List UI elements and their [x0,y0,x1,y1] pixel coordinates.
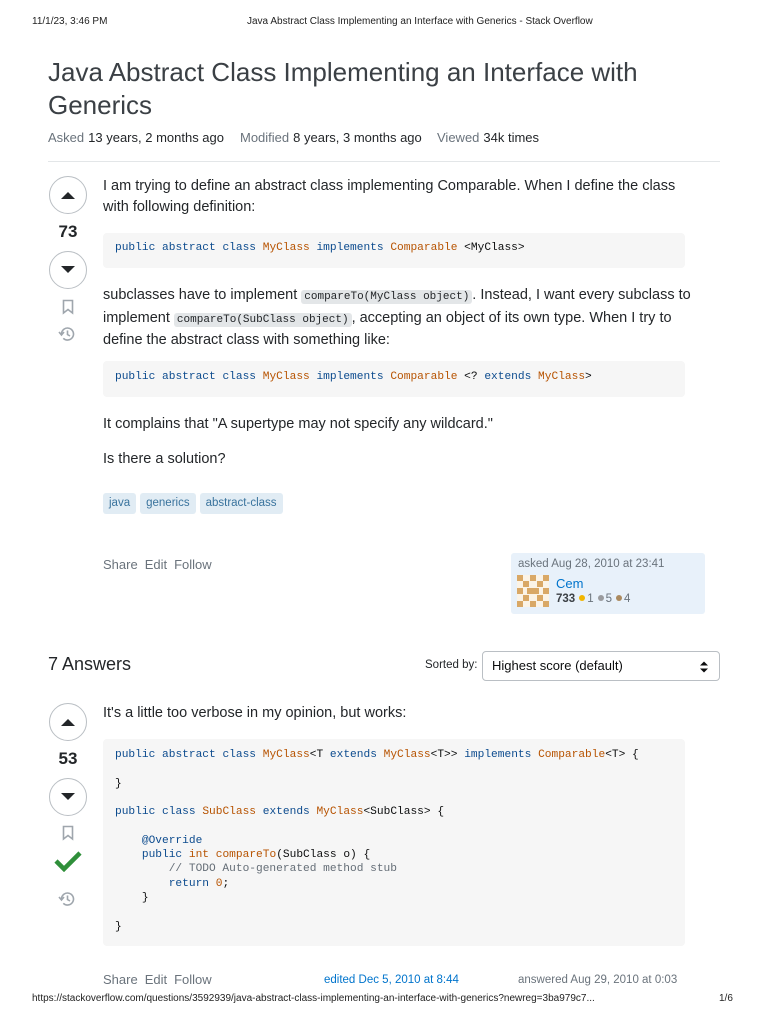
history-icon[interactable] [57,889,77,909]
answered-timestamp: answered Aug 29, 2010 at 0:03 [518,974,678,986]
edit-link[interactable]: Edit [144,972,168,987]
edited-timestamp-link[interactable]: edited Dec 5, 2010 at 8:44 [324,974,459,986]
question-paragraph-4: Is there a solution? [103,451,226,467]
tag-java[interactable]: java [103,493,136,514]
edit-link[interactable]: Edit [144,557,168,572]
question-modified-meta: Modified 8 years, 3 months ago [240,130,422,145]
question-downvote-button[interactable] [49,251,87,289]
inline-code: compareTo(MyClass object) [301,290,472,304]
answer-paragraph: It's a little too verbose in my opinion, but works: [103,705,407,721]
avatar[interactable] [517,575,549,607]
history-icon[interactable] [57,324,77,344]
sort-select[interactable]: Highest score (default) [482,651,720,681]
question-code-block-1: public abstract class MyClass implements Comparable <MyClass> [103,233,685,268]
question-code-block-2: public abstract class MyClass implements Comparable <? extends MyClass> [103,361,685,397]
accepted-checkmark-icon [54,849,82,873]
sorted-by-label: Sorted by: [425,659,478,671]
question-upvote-button[interactable] [49,176,87,214]
select-caret-icon [699,660,709,674]
answer-score: 53 [58,749,78,768]
question-asked-meta: Asked 13 years, 2 months ago [48,130,224,145]
print-page-number: 1/6 [719,993,733,1004]
answer-code-block: public abstract class MyClass<T extends MyClass<T>> implements Comparable<T> { } public class SubClass extends MyClass<SubClass> { @Override public int compareTo(SubClass o) { // TODO Auto-generated method stub return 0; } } [103,739,685,946]
question-paragraph-1: I am trying to define an abstract class implementing Comparable. When I define the class with following definition: [103,178,676,215]
question-title[interactable]: Java Abstract Class Implementing an Interface with Generics [48,57,638,120]
share-link[interactable]: Share [103,557,138,572]
question-viewed-meta: Viewed 34k times [437,130,540,145]
print-url: https://stackoverflow.com/questions/3592939/java-abstract-class-implementing-an-interface-with-generics?newreg=3ba979c7... [32,993,595,1004]
follow-link[interactable]: Follow [174,557,212,572]
follow-link[interactable]: Follow [174,972,212,987]
answer-downvote-button[interactable] [49,778,87,816]
question-owner-card [511,553,705,614]
bookmark-icon[interactable] [58,823,78,843]
answer-post-actions [103,971,219,989]
silver-badge-icon [598,595,604,601]
question-paragraph-2: subclasses have to implement compareTo(MyClass object) . Instead, I want every subclass to implement compareTo(SubClass object) , accepting an object of its own type. When I try to define the abstract class with something like: [103,287,691,348]
gold-badge-icon [579,595,585,601]
answers-count-heading: 7 Answers [48,654,132,674]
upvote-arrow-icon [60,190,76,200]
owner-username-link[interactable]: Cem [556,576,584,591]
downvote-arrow-icon [60,265,76,275]
tag-generics[interactable]: generics [140,493,195,514]
tag-abstract-class[interactable]: abstract-class [200,493,283,514]
inline-code: compareTo(SubClass object) [174,313,352,327]
question-post-actions [103,556,219,574]
downvote-arrow-icon [60,792,76,802]
answer-upvote-button[interactable] [49,703,87,741]
question-score: 73 [58,222,78,241]
asked-timestamp: asked Aug 28, 2010 at 23:41 [518,558,665,570]
bronze-badge-icon [616,595,622,601]
upvote-arrow-icon [60,717,76,727]
share-link[interactable]: Share [103,972,138,987]
tag-list [103,493,287,514]
bookmark-icon[interactable] [58,297,78,317]
print-datetime: 11/1/23, 3:46 PM [32,16,108,27]
question-paragraph-3: It complains that "A supertype may not specify any wildcard." [103,416,493,432]
owner-reputation: 733 1 5 4 [556,593,631,605]
title-divider [48,161,720,162]
print-page-title: Java Abstract Class Implementing an Interface with Generics - Stack Overflow [247,16,593,27]
